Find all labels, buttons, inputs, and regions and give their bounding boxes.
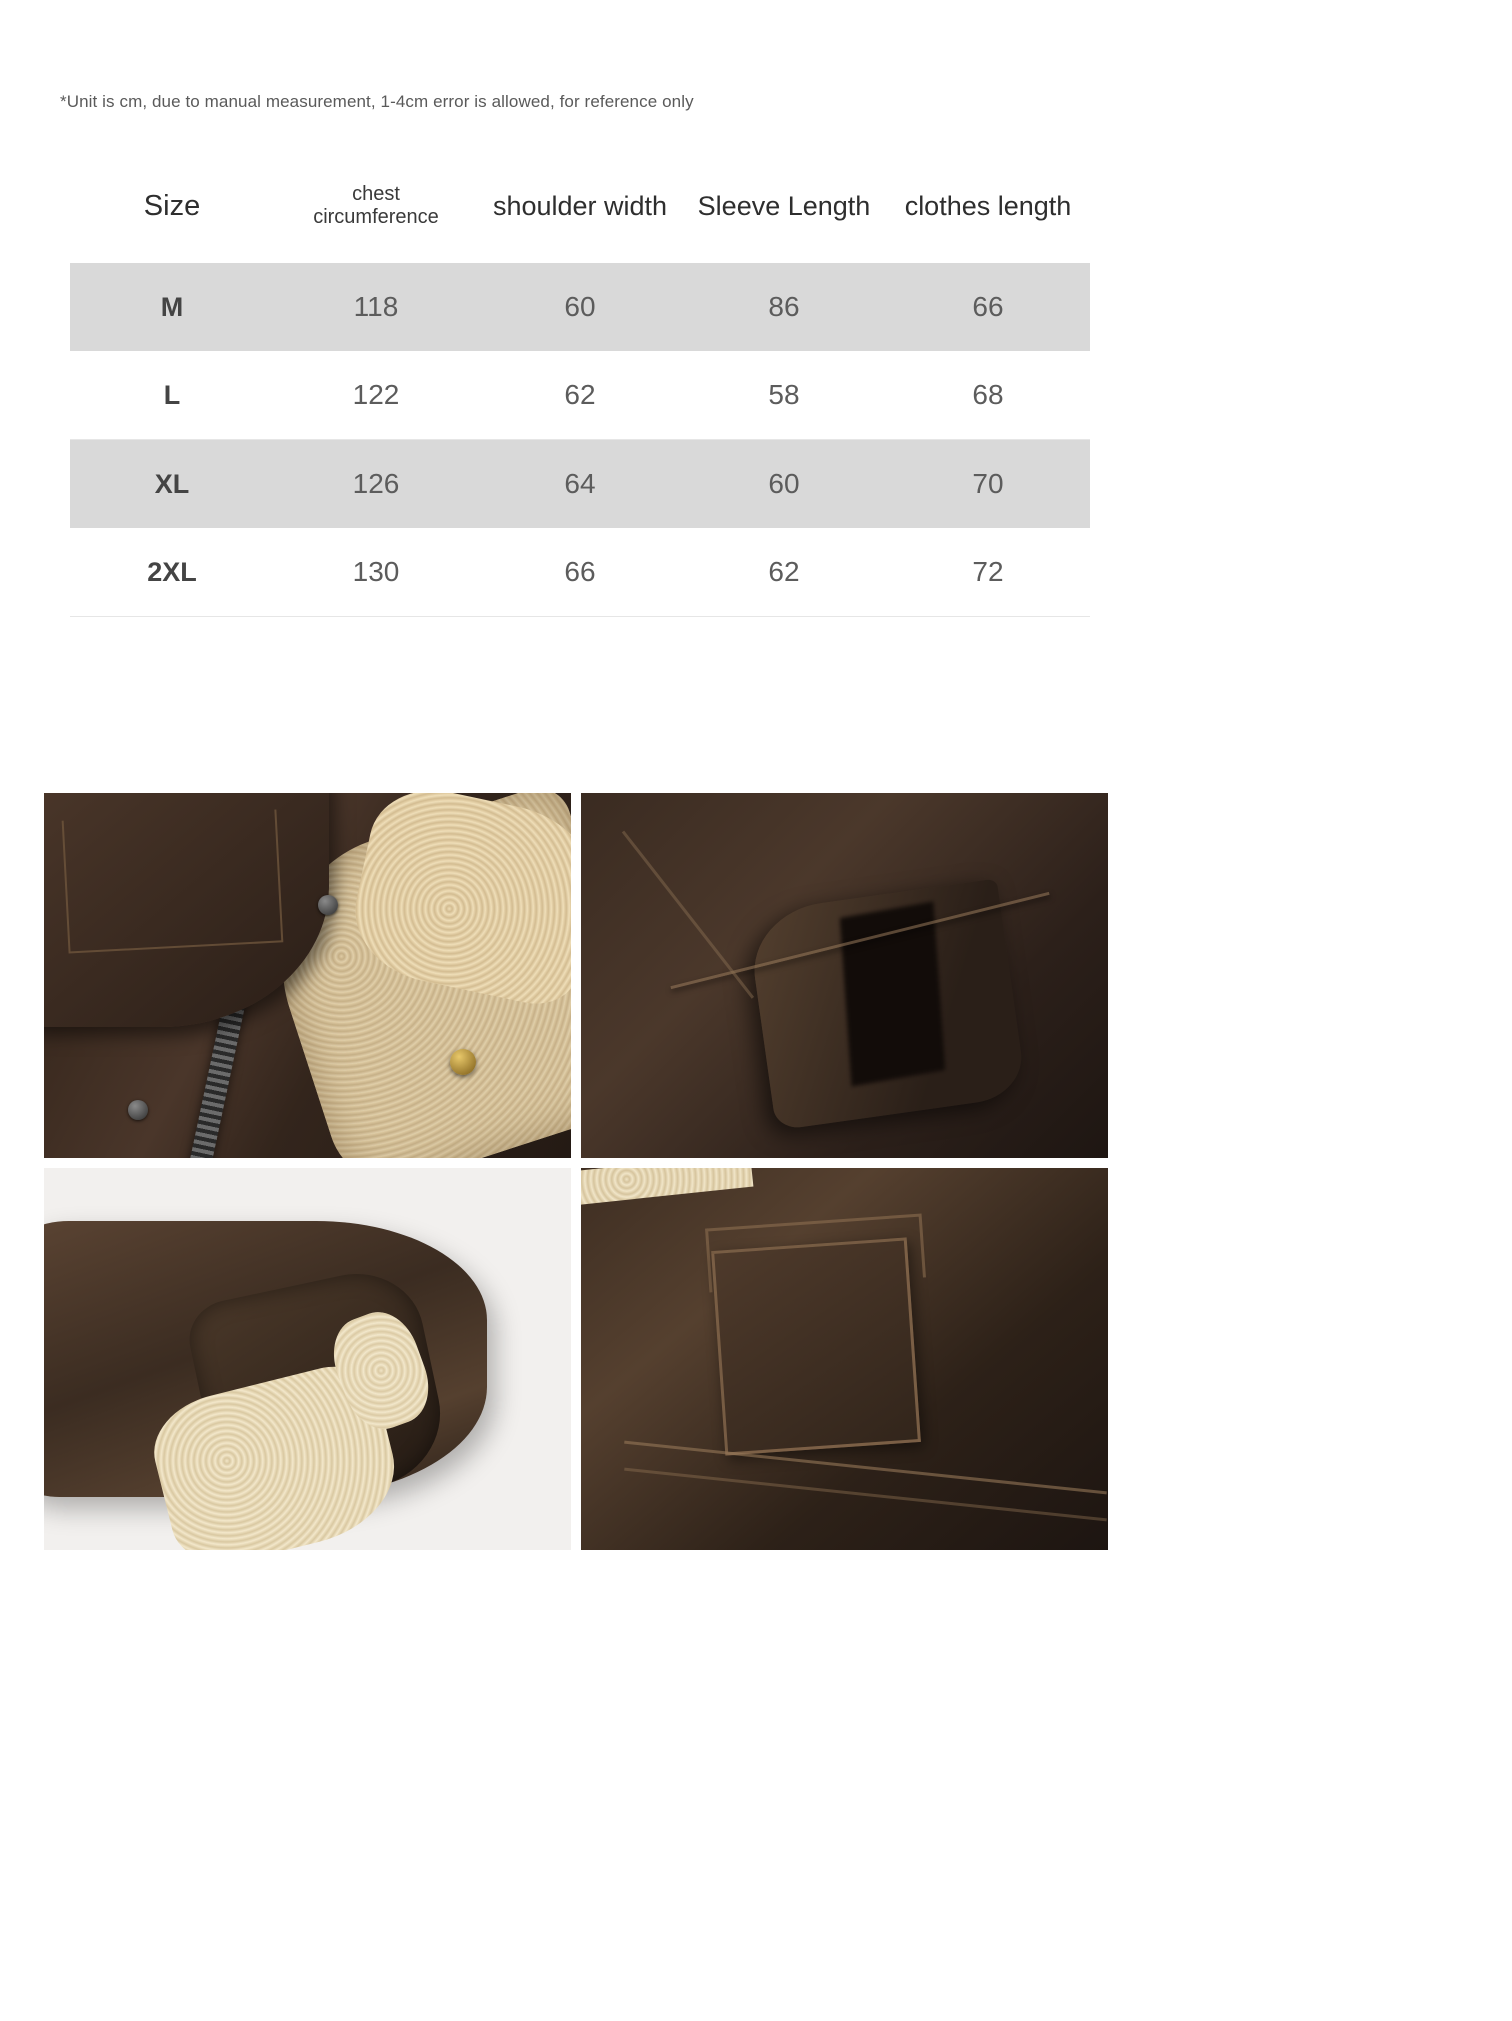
- column-header-clothes-length: clothes length: [904, 190, 1072, 221]
- cell-sleeve: 86: [682, 263, 886, 351]
- cell-size: L: [70, 351, 274, 440]
- photo-patch-pocket-detail: [581, 1168, 1108, 1550]
- hem-seam-shape: [624, 1441, 1106, 1495]
- patch-pocket-shape: [711, 1238, 921, 1456]
- table-row: [70, 440, 1090, 529]
- table-row: [70, 351, 1090, 440]
- seam-line-shape: [622, 830, 754, 998]
- size-chart-table: [70, 165, 1090, 617]
- cell-length: 72: [886, 528, 1090, 617]
- cell-sleeve: 58: [682, 351, 886, 440]
- cell-length: 70: [886, 440, 1090, 529]
- size-chart-header: [70, 165, 1090, 263]
- photo-leather-fold-detail: [581, 793, 1108, 1158]
- cell-chest: 126: [274, 440, 478, 529]
- column-header-size: Size: [143, 189, 201, 222]
- size-chart-body: [70, 263, 1090, 617]
- cell-chest: 118: [274, 263, 478, 351]
- shadow-gap-shape: [839, 901, 944, 1086]
- column-header-chest-circumference: [274, 165, 478, 263]
- table-row: [70, 263, 1090, 351]
- cell-sleeve: 62: [682, 528, 886, 617]
- cell-shoulder: 60: [478, 263, 682, 351]
- hem-fur-shape: [581, 1168, 754, 1206]
- cell-size: M: [70, 263, 274, 351]
- pocket-stitch-shape: [62, 809, 283, 953]
- cell-shoulder: 64: [478, 440, 682, 529]
- chest-header-line2: circumference: [313, 206, 439, 228]
- cell-size: 2XL: [70, 528, 274, 617]
- cell-length: 68: [886, 351, 1090, 440]
- cell-chest: 122: [274, 351, 478, 440]
- chest-header-line1: chest: [352, 183, 400, 205]
- column-header-shoulder-width: shoulder width: [492, 190, 668, 221]
- table-header-row: [70, 165, 1090, 263]
- product-detail-gallery: [44, 793, 1108, 1560]
- measurement-note: *Unit is cm, due to manual measurement, 1-4cm error is allowed, for reference only: [60, 92, 694, 111]
- cell-shoulder: 62: [478, 351, 682, 440]
- cell-size: XL: [70, 440, 274, 529]
- gallery-row-top: [44, 793, 1108, 1158]
- cell-shoulder: 66: [478, 528, 682, 617]
- table-row: [70, 528, 1090, 617]
- brass-rivet-shape: [450, 1049, 476, 1075]
- gallery-row-bottom: [44, 1168, 1108, 1550]
- photo-zipper-shearling-detail: [44, 793, 571, 1158]
- cell-length: 66: [886, 263, 1090, 351]
- hem-seam-shape: [624, 1467, 1106, 1521]
- snap-button-shape: [128, 1100, 148, 1120]
- cell-chest: 130: [274, 528, 478, 617]
- column-header-sleeve-length: Sleeve Length: [697, 190, 871, 221]
- cell-sleeve: 60: [682, 440, 886, 529]
- photo-cuff-detail: [44, 1168, 571, 1550]
